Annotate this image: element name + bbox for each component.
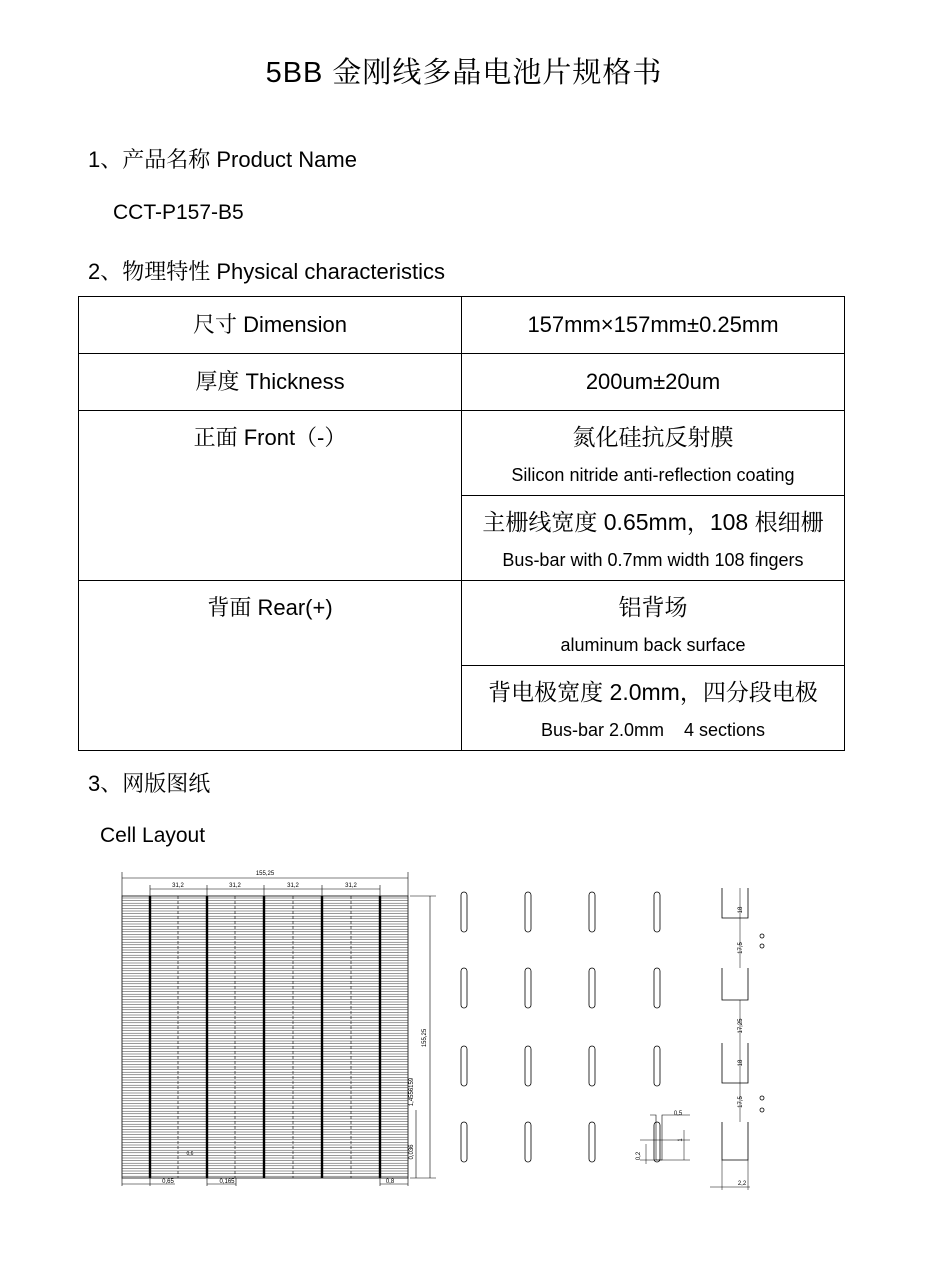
section3-heading: 3、网版图纸 [88,771,211,796]
rear-pad [525,892,531,932]
front-busbar-en: Bus-bar with 0.7mm width 108 fingers [502,550,804,570]
rear-dimension-labels [636,906,747,1187]
rear-pad [461,1046,467,1086]
front-coating-cell [462,411,845,496]
table-row [79,411,845,496]
front-grid-lines [122,896,408,1178]
busbar-line [206,896,208,1178]
rear-pad [654,892,660,932]
rear-pad [589,892,595,932]
rear-field-cell [462,581,845,666]
dim-0-2-label: 0,2 [636,1151,642,1161]
rear-pad-grid [461,892,660,1162]
dim-17-25-label: 17,25 [738,1018,744,1034]
table-row [79,581,845,666]
height-label: 155,25 [422,1028,428,1048]
document-title: 5BB 金刚线多晶电池片规格书 [265,57,663,89]
dim-17-5-label: 17,5 [738,1096,744,1108]
dimension-label: 尺寸 Dimension [79,297,462,354]
rear-busbar-en: Bus-bar 2.0mm 4 sections [540,720,766,740]
rear-pad [654,968,660,1008]
rear-pad [589,1046,595,1086]
rear-field-cn: 铝背场 [618,594,688,620]
rear-pad [461,968,467,1008]
overall-width-label: 155,25 [255,871,275,877]
rear-busbar-cell [462,666,845,751]
busbar-line [379,896,381,1178]
dim-17-5-label: 17,5 [738,942,744,954]
gap-label: 0,165 [219,1179,235,1185]
dim-0-5-label: 0,5 [673,1111,683,1117]
table-row [79,297,845,354]
product-name-value: CCT-P157-B5 [113,201,244,224]
rear-pad [461,892,467,932]
thickness-label: 厚度 Thickness [79,354,462,411]
front-coating-cn: 氮化硅抗反射膜 [572,424,734,450]
busbar-line [321,896,323,1178]
section1-heading: 1、产品名称 Product Name [88,147,357,172]
cell-layout-drawing [0,860,928,1220]
rear-busbar-cn: 背电极宽度 2.0mm，四分段电极 [488,679,818,705]
dim-18-label: 18 [738,1059,744,1067]
rear-pad [525,1122,531,1162]
front-label: 正面 Front（-） [79,411,462,581]
rear-label: 背面 Rear(+) [79,581,462,751]
rear-pad [654,1122,660,1162]
front-dimension-lines [122,872,436,1186]
pitch-label: 31,2 [287,883,299,889]
rear-pad [654,1046,660,1086]
thickness-value: 200um±20um [462,354,845,411]
table-row [79,354,845,411]
finger-pitch-label: 1,4556159 [409,1077,415,1107]
rear-pad [461,1122,467,1162]
busbar-line [263,896,265,1178]
rear-field-en: aluminum back surface [560,635,746,655]
dim-18-label: 18 [738,906,744,914]
dim-2-2-label: 2,2 [737,1181,747,1187]
physical-characteristics-table [78,296,845,751]
front-busbar-cn: 主栅线宽度 0.65mm，108 根细栅 [482,509,824,535]
dim-1-label: 1 [678,1138,684,1142]
edge-label: 0,8 [385,1179,395,1185]
rear-pad [589,1122,595,1162]
finger-width-label: 0,036 [409,1144,415,1160]
busbar-line [149,896,151,1178]
pitch-label: 31,2 [172,883,184,889]
pitch-label: 31,2 [229,883,241,889]
busbar-width-label: 0,65 [162,1179,174,1185]
dimension-value: 157mm×157mm±0.25mm [462,297,845,354]
rear-pad [525,1046,531,1086]
small-label: 0,6 [186,1151,194,1157]
pitch-label: 31,2 [345,883,357,889]
cell-layout-heading: Cell Layout [100,824,206,847]
rear-profile-detail [640,888,764,1190]
front-busbar-cell [462,496,845,581]
rear-pad [589,968,595,1008]
front-coating-en: Silicon nitride anti-reflection coating [511,465,795,485]
section2-heading: 2、物理特性 Physical characteristics [88,259,445,284]
rear-pad [525,968,531,1008]
